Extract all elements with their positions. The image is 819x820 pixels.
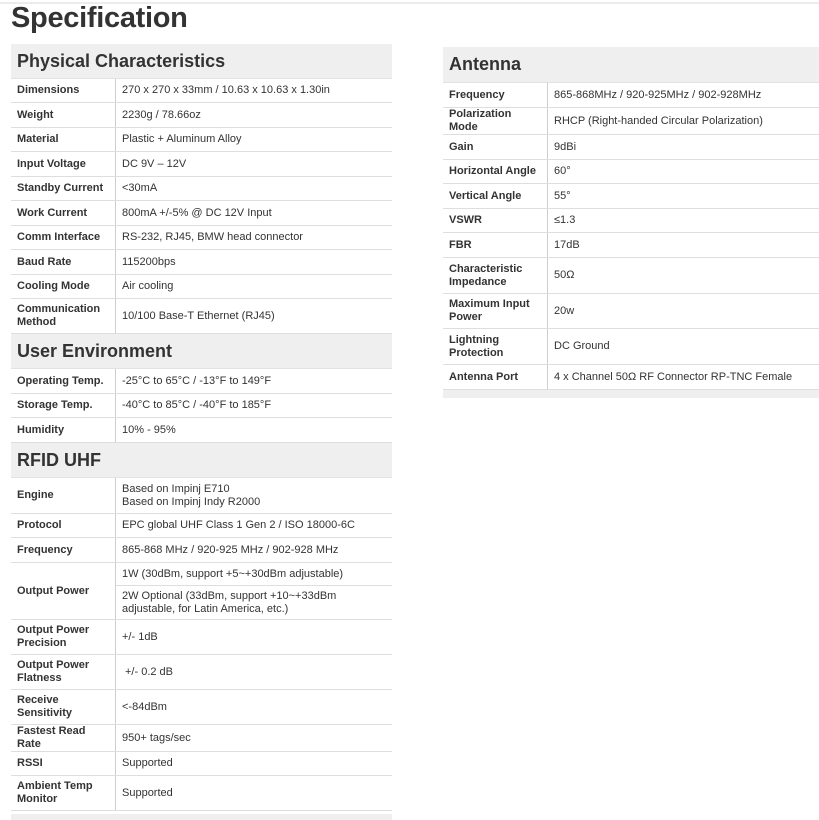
spec-value: 4 x Channel 50Ω RF Connector RP-TNC Female [548, 365, 819, 390]
table-row [443, 160, 819, 184]
spec-value: DC Ground [548, 329, 819, 365]
spec-label: Cooling Mode [11, 275, 116, 299]
table-row [11, 563, 392, 586]
page-title: Specification [11, 2, 188, 35]
spec-label: Output Power Flatness [11, 655, 116, 690]
table-row [11, 103, 392, 128]
spec-label: Lightning Protection [443, 329, 548, 365]
table-row [11, 250, 392, 275]
spec-label: Work Current [11, 201, 116, 226]
spec-value: Air cooling [116, 275, 393, 299]
spec-value: 800mA +/-5% @ DC 12V Input [116, 201, 393, 226]
table-row [11, 538, 392, 563]
spec-label: Storage Temp. [11, 394, 116, 418]
spec-value: 60° [548, 160, 819, 184]
spec-value: 2W Optional (33dBm, support +10~+33dBm adjustable, for Latin America, etc.) [116, 586, 393, 620]
section-title-environment: User Environment [11, 334, 392, 369]
physical-table [11, 79, 392, 334]
spec-label: Dimensions [11, 79, 116, 103]
spec-label: Characteristic Impedance [443, 258, 548, 294]
table-row [11, 776, 392, 811]
section-title-antenna: Antenna [443, 47, 819, 83]
spec-value: 17dB [548, 233, 819, 258]
spec-value: RHCP (Right-handed Circular Polarization) [548, 108, 819, 135]
spec-label: Horizontal Angle [443, 160, 548, 184]
spec-value: -40°C to 85°C / -40°F to 185°F [116, 394, 393, 418]
table-row [11, 177, 392, 201]
spec-label: FBR [443, 233, 548, 258]
spec-value: 9dBi [548, 135, 819, 160]
rfid-table [11, 478, 392, 811]
engine-value-1: Based on Impinj E710 [122, 483, 386, 496]
spec-value: -25°C to 65°C / -13°F to 149°F [116, 369, 393, 394]
spec-value: 115200bps [116, 250, 393, 275]
spec-label: Fastest Read Rate [11, 725, 116, 752]
spec-label: Frequency [11, 538, 116, 563]
table-row [443, 108, 819, 135]
table-row [11, 418, 392, 443]
spec-label: Weight [11, 103, 116, 128]
spec-value: 20w [548, 294, 819, 329]
spec-label: Operating Temp. [11, 369, 116, 394]
spec-value: 2230g / 78.66oz [116, 103, 393, 128]
spec-value: 270 x 270 x 33mm / 10.63 x 10.63 x 1.30in [116, 79, 393, 103]
table-row [11, 369, 392, 394]
table-row [11, 79, 392, 103]
spec-value: 50Ω [548, 258, 819, 294]
table-row [11, 752, 392, 776]
environment-table [11, 369, 392, 443]
engine-value-2: Based on Impinj Indy R2000 [122, 496, 386, 509]
spec-value: Plastic + Aluminum Alloy [116, 128, 393, 152]
spec-value: 950+ tags/sec [116, 725, 393, 752]
table-row [11, 478, 392, 514]
table-row [443, 184, 819, 209]
table-row [443, 294, 819, 329]
spec-label: Antenna Port [443, 365, 548, 390]
table-row [443, 233, 819, 258]
right-column [443, 47, 819, 398]
spec-value: DC 9V – 12V [116, 152, 393, 177]
spec-label: Input Voltage [11, 152, 116, 177]
spec-label: Engine [11, 478, 116, 514]
spec-label: Maximum Input Power [443, 294, 548, 329]
spec-label: Polarization Mode [443, 108, 548, 135]
left-column [11, 44, 392, 820]
spec-value: 865-868 MHz / 920-925 MHz / 902-928 MHz [116, 538, 393, 563]
spec-label: Output Power Precision [11, 620, 116, 655]
bottom-strip [11, 814, 392, 820]
spec-label: Vertical Angle [443, 184, 548, 209]
spec-value: +/- 0.2 dB [116, 655, 393, 690]
table-row [443, 329, 819, 365]
spec-value: <30mA [116, 177, 393, 201]
table-row [11, 128, 392, 152]
spec-label: Receive Sensitivity [11, 690, 116, 725]
spec-value: +/- 1dB [116, 620, 393, 655]
table-row [11, 201, 392, 226]
table-row [443, 135, 819, 160]
table-row [11, 152, 392, 177]
section-title-physical: Physical Characteristics [11, 44, 392, 79]
table-row [443, 365, 819, 390]
table-row [11, 725, 392, 752]
bottom-strip [443, 390, 819, 398]
spec-label: RSSI [11, 752, 116, 776]
spec-label: Standby Current [11, 177, 116, 201]
table-row [11, 514, 392, 538]
spec-label: Humidity [11, 418, 116, 443]
spec-value: 865-868MHz / 920-925MHz / 902-928MHz [548, 83, 819, 108]
table-row [443, 258, 819, 294]
spec-label: Communication Method [11, 299, 116, 334]
section-title-rfid: RFID UHF [11, 443, 392, 478]
table-row [11, 690, 392, 725]
spec-value: EPC global UHF Class 1 Gen 2 / ISO 18000-6C [116, 514, 393, 538]
spec-label: Material [11, 128, 116, 152]
spec-value: 55° [548, 184, 819, 209]
spec-label: Baud Rate [11, 250, 116, 275]
spec-label: Ambient Temp Monitor [11, 776, 116, 811]
table-row [11, 394, 392, 418]
spec-value: 10/100 Base-T Ethernet (RJ45) [116, 299, 393, 334]
table-row [11, 655, 392, 690]
spec-value: RS-232, RJ45, BMW head connector [116, 226, 393, 250]
spec-value: <-84dBm [116, 690, 393, 725]
antenna-table [443, 83, 819, 390]
spec-value: 10% - 95% [116, 418, 393, 443]
spec-value: 1W (30dBm, support +5~+30dBm adjustable) [116, 563, 393, 586]
spec-value: Supported [116, 776, 393, 811]
table-row [11, 275, 392, 299]
table-row [443, 83, 819, 108]
table-row [11, 299, 392, 334]
spec-label: Comm Interface [11, 226, 116, 250]
table-row [11, 226, 392, 250]
table-row [11, 620, 392, 655]
spec-label: Frequency [443, 83, 548, 108]
spec-value: ≤1.3 [548, 209, 819, 233]
spec-label: Gain [443, 135, 548, 160]
spec-label: Output Power [11, 563, 116, 620]
table-row [443, 209, 819, 233]
spec-label: VSWR [443, 209, 548, 233]
spec-value: Supported [116, 752, 393, 776]
spec-value [116, 478, 393, 514]
spec-label: Protocol [11, 514, 116, 538]
